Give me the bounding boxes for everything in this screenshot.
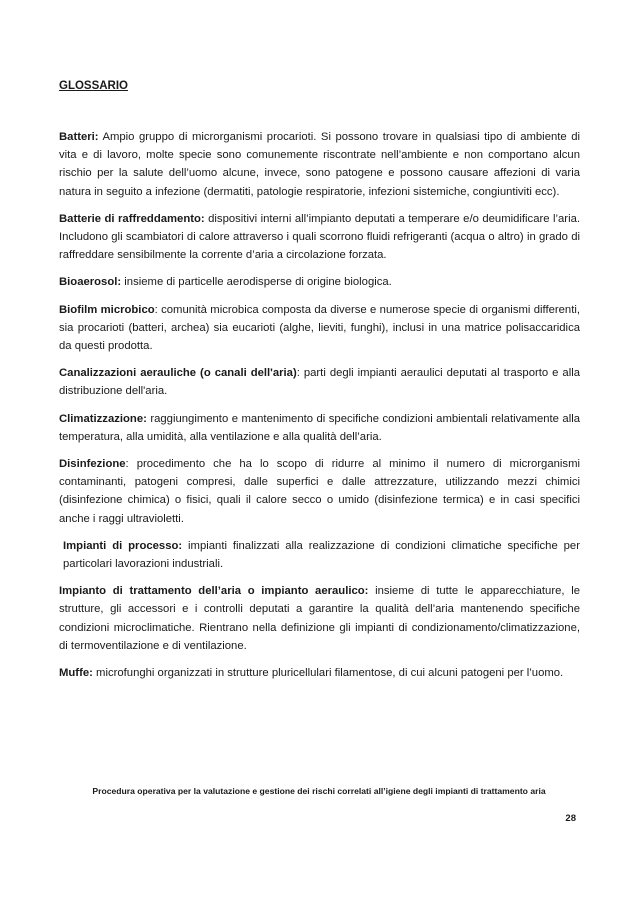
entry-term: Batterie di raffreddamento: xyxy=(59,212,205,225)
entry-term: Disinfezione xyxy=(59,458,126,471)
entry-term: Canalizzazioni aerauliche (o canali dell'aria) xyxy=(59,367,297,380)
entry-term: Climatizzazione: xyxy=(59,412,147,425)
entry-definition: impianti finalizzati alla realizzazione di condizioni climatiche specifiche per particolari lavorazioni industriali. xyxy=(63,539,580,571)
glossary-entry-disinfezione xyxy=(59,455,580,528)
glossary-entry-impianto-di-trattamento-aria xyxy=(59,582,580,655)
glossary-entry-impianti-di-processo xyxy=(63,537,580,573)
glossary-entry-canalizzazioni-aerauliche xyxy=(59,364,580,400)
entry-definition: microfunghi organizzati in strutture pluricellulari filamentose, di cui alcuni patogeni per l’uomo. xyxy=(92,667,564,680)
entry-term: Impianto di trattamento dell’aria o impianto aeraulico: xyxy=(59,585,369,598)
entry-definition: Ampio gruppo di microrganismi procarioti. Si possono trovare in qualsiasi tipo di ambiente di vita e di lavoro, molte specie sono comunemente riscontrate nell’ambiente e non comportano alcun rischio per la salute dell’uomo alcune, invece, sono patogene e possono causare affezioni di varia natura in seguito a infezione (dermatiti, patologie respiratorie, infezioni sistemiche, congiuntiviti ecc). xyxy=(59,131,580,198)
glossary-entry-climatizzazione xyxy=(59,410,580,446)
entry-definition: : comunità microbica composta da diverse e numerose specie di organismi differenti, sia procarioti (batteri, archea) sia eucarioti (alghe, lieviti, funghi), inclusi in una matrice polisaccaridica da questi prodotta. xyxy=(59,303,581,353)
page-number: 28 xyxy=(565,813,576,824)
entry-term: Biofilm microbico xyxy=(59,303,155,316)
page-footer: Procedura operativa per la valutazione e gestione dei rischi correlati all’igiene degli impianti di trattamento aria xyxy=(92,786,546,796)
glossary-entry-batteri xyxy=(59,128,580,201)
entry-definition: insieme di particelle aerodisperse di origine biologica. xyxy=(121,276,392,289)
glossary-title: GLOSSARIO xyxy=(59,80,129,92)
glossary-entry-muffe xyxy=(59,664,580,682)
entry-definition: insieme di tutte le apparecchiature, le strutture, gli accessori e i controlli deputati a garantire la qualità dell’aria mantenendo specifiche condizioni microclimatiche. Rientrano nella definizione gli impianti di condizionamento/climatizzazione, di termoventilazione e di ventilazione. xyxy=(59,585,580,652)
glossary-list xyxy=(59,128,580,691)
entry-definition: : procedimento che ha lo scopo di ridurre al minimo il numero di microrganismi contaminanti, patogeni compresi, dalle superfici e dalle attrezzature, utilizzando mezzi chimici (disinfezione chimica) o fisici, quali il calore secco o umido (disinfezione termica) e in casi specifici anche i raggi ultravioletti. xyxy=(59,458,580,525)
entry-definition: dispositivi interni all’impianto deputati a temperare e/o deumidificare l’aria. Includono gli scambiatori di calore attraverso i quali scorrono fluidi refrigeranti (acqua o altro) in grado di raffreddare sensibilmente la corrente d’aria a circolazione forzata. xyxy=(59,212,580,262)
entry-term: Batteri: xyxy=(59,131,99,143)
glossary-entry-biofilm-microbico xyxy=(59,301,580,356)
entry-term: Bioaerosol: xyxy=(59,276,122,289)
entry-definition: raggiungimento e mantenimento di specifiche condizioni ambientali relativamente alla temperatura, alla umidità, alla ventilazione e alla qualità dell’aria. xyxy=(59,412,580,443)
entry-definition: : parti degli impianti aeraulici deputati al trasporto e alla distribuzione dell'aria. xyxy=(59,367,580,398)
glossary-entry-bioaerosol xyxy=(59,273,580,291)
entry-term: Impianti di processo: xyxy=(63,539,183,552)
entry-term: Muffe: xyxy=(59,667,93,680)
glossary-entry-batterie-di-raffreddamento xyxy=(59,210,580,265)
